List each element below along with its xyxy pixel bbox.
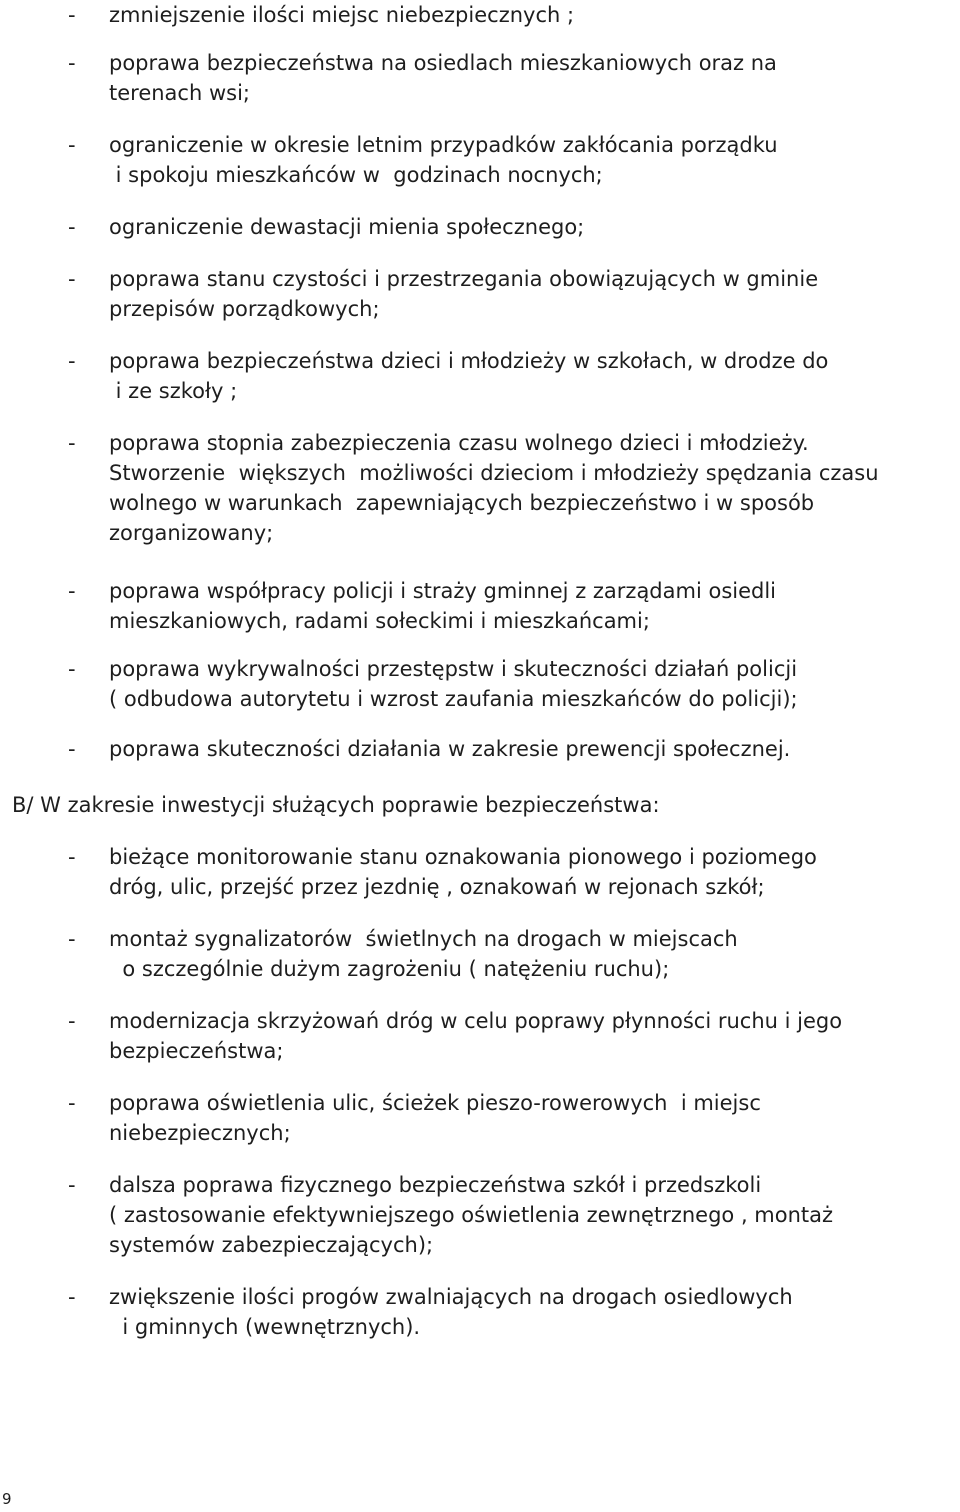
list-item-line: poprawa bezpieczeństwa na osiedlach mieszkaniowych oraz na (109, 51, 777, 75)
list-item-line: poprawa oświetlenia ulic, ścieżek pieszo-rowerowych i miejsc (109, 1091, 761, 1115)
list-dash: - (68, 737, 76, 761)
list-item-line: poprawa bezpieczeństwa dzieci i młodzieży w szkołach, w drodze do (109, 349, 829, 373)
list-item-line: poprawa wykrywalności przestępstw i skuteczności działań policji (109, 657, 798, 681)
list-item-line: bieżące monitorowanie stanu oznakowania pionowego i poziomego (109, 845, 817, 869)
list-item-line: i spokoju mieszkańców w godzinach nocnych; (109, 163, 603, 187)
list-item-line: dróg, ulic, przejść przez jezdnię , oznakowań w rejonach szkół; (109, 875, 765, 899)
list-dash: - (68, 845, 76, 869)
list-dash: - (68, 431, 76, 455)
list-item-line: mieszkaniowych, radami sołeckimi i mieszkańcami; (109, 609, 650, 633)
list-dash: - (68, 579, 76, 603)
list-item-line: wolnego w warunkach zapewniających bezpieczeństwo i w sposób (109, 491, 815, 515)
list-dash: - (68, 1285, 76, 1309)
list-item-line: zmniejszenie ilości miejsc niebezpiecznych ; (109, 3, 575, 27)
list-item-line: poprawa stanu czystości i przestrzegania obowiązujących w gminie (109, 267, 819, 291)
list-item-line: ( zastosowanie efektywniejszego oświetlenia zewnętrznego , montaż (109, 1203, 834, 1227)
list-dash: - (68, 267, 76, 291)
list-item-line: zwiększenie ilości progów zwalniających na drogach osiedlowych (109, 1285, 793, 1309)
list-item-line: bezpieczeństwa; (109, 1039, 284, 1063)
list-item-line: o szczególnie dużym zagrożeniu ( natężeniu ruchu); (109, 957, 670, 981)
list-item-line: dalsza poprawa fizycznego bezpieczeństwa szkół i przedszkoli (109, 1173, 762, 1197)
list-item-line: ograniczenie dewastacji mienia społecznego; (109, 215, 585, 239)
list-dash: - (68, 133, 76, 157)
list-item-line: ( odbudowa autorytetu i wzrost zaufania mieszkańców do policji); (109, 687, 798, 711)
list-dash: - (68, 3, 76, 27)
list-item-line: i ze szkoły ; (109, 379, 238, 403)
list-dash: - (68, 51, 76, 75)
list-dash: - (68, 1173, 76, 1197)
list-dash: - (68, 215, 76, 239)
list-dash: - (68, 927, 76, 951)
list-item-line: poprawa współpracy policji i straży gminnej z zarządami osiedli (109, 579, 777, 603)
list-item-line: ograniczenie w okresie letnim przypadków zakłócania porządku (109, 133, 778, 157)
list-dash: - (68, 1009, 76, 1033)
list-item-line: montaż sygnalizatorów świetlnych na drogach w miejscach (109, 927, 738, 951)
list-item-line: zorganizowany; (109, 521, 274, 545)
list-dash: - (68, 657, 76, 681)
list-item-line: i gminnych (wewnętrznych). (109, 1315, 421, 1339)
list-item-line: Stworzenie większych możliwości dzieciom i młodzieży spędzania czasu (109, 461, 879, 485)
section-b-heading: B/ W zakresie inwestycji służących poprawie bezpieczeństwa: (12, 793, 660, 817)
list-item-line: systemów zabezpieczających); (109, 1233, 434, 1257)
list-item-line: przepisów porządkowych; (109, 297, 380, 321)
list-item-line: poprawa stopnia zabezpieczenia czasu wolnego dzieci i młodzieży. (109, 431, 809, 455)
list-dash: - (68, 349, 76, 373)
list-item-line: poprawa skuteczności działania w zakresie prewencji społecznej. (109, 737, 791, 761)
page-number: 9 (2, 1490, 12, 1508)
list-dash: - (68, 1091, 76, 1115)
list-item-line: modernizacja skrzyżowań dróg w celu poprawy płynności ruchu i jego (109, 1009, 843, 1033)
list-item-line: niebezpiecznych; (109, 1121, 291, 1145)
list-item-line: terenach wsi; (109, 81, 250, 105)
